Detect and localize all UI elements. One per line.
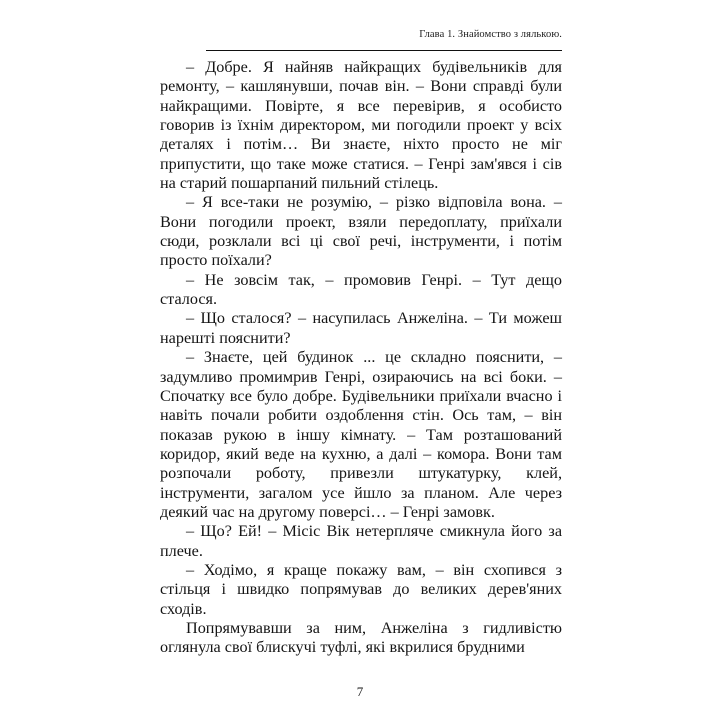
page-number: 7 (356, 684, 364, 699)
paragraph: – Що? Ей! – Місіс Вік нетерпляче смикнула його за плече. (160, 522, 562, 560)
paragraph: – Знаєте, цей будинок ... це складно пояснити, – задумливо промимрив Генрі, озираючись на всі боки. – Спочатку все було добре. Будівельники приїхали вчасно і навіть почали робити оздоблення стін. Ось там, – він показав рукою в іншу кімнату. – Там розташований коридор, який веде на кухню, а далі – комора. Вони там розпочали роботу, привезли штукатурку, клей, інструменти, загалом усе йшло за планом. Але через деякий час на другому поверсі… – Генрі замовк. (160, 348, 562, 521)
paragraph: – Не зовсім так, – промовив Генрі. – Тут дещо сталося. (160, 270, 562, 309)
paragraph: – Що сталося? – насупилась Анжеліна. – Ти можеш нарешті пояснити? (160, 309, 562, 347)
paragraph: – Я все-таки не розумію, – різко відповіла вона. – Вони погодили проект, взяли передоплату, приїхали сюди, розклали всі ці свої речі, інструменти, і потім просто поїхали? (160, 193, 562, 270)
header-rule (206, 50, 562, 51)
paragraph: Попрямувавши за ним, Анжеліна з гидливістю оглянула свої блискучі туфлі, які вкрилися брудними (160, 618, 562, 657)
running-head: Глава 1. Знайомство з лялькою. (419, 29, 562, 40)
paragraph: – Ходімо, я краще покажу вам, – він схопився з стільця і швидко попрямував до великих дерев'яних сходів. (160, 560, 562, 618)
body-text (160, 58, 562, 658)
paragraph: – Добре. Я найняв найкращих будівельників для ремонту, – кашлянувши, почав він. – Вони справді були найкращими. Повірте, я все перевірив, я особисто говорив із їхнім директором, ми погодили проект у всіх деталях і потім… Ви знаєте, ніхто просто не міг припустити, що таке може статися. – Генрі зам'явся і сів на старий пошарпаний пильний стілець. (160, 58, 562, 193)
